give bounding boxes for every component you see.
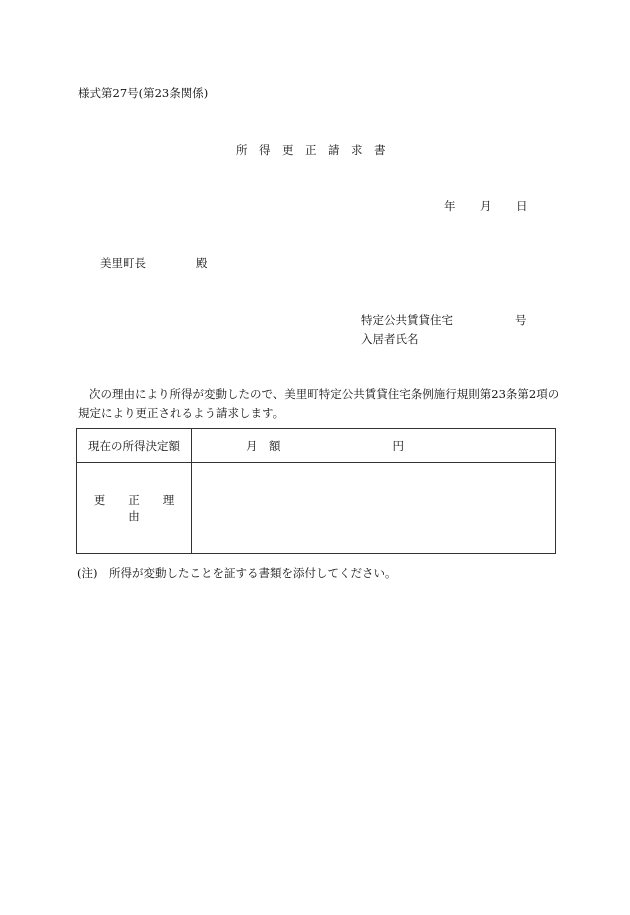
- reason-label: 更 正 理 由: [93, 493, 198, 523]
- date-day-label: 日: [516, 199, 528, 213]
- income-value-cell: [192, 429, 556, 463]
- income-label: 現在の所得決定額: [88, 438, 180, 453]
- date-year-label: 年: [444, 199, 456, 213]
- resident-name-label: 入居者氏名: [361, 332, 419, 346]
- reason-row: [77, 463, 556, 554]
- reason-label-cell: [77, 463, 198, 554]
- request-body-text: 次の理由により所得が変動したので、美里町特定公共賃貸住宅条例施行規則第23条第2項の規定により更正されるよう請求します。: [78, 387, 560, 420]
- monthly-amount-label: 月 額: [246, 438, 281, 453]
- income-correction-table: [76, 428, 556, 554]
- income-label-cell: [77, 429, 192, 463]
- yen-label: 円: [392, 438, 404, 453]
- housing-label: 特定公共賃貸住宅: [361, 313, 453, 327]
- addressee-honorific: 殿: [196, 256, 208, 270]
- form-number: 様式第27号(第23条関係): [78, 86, 209, 100]
- reason-value-cell: [192, 463, 556, 554]
- housing-number-suffix: 号: [515, 313, 527, 327]
- addressee-name: 美里町長: [100, 256, 146, 270]
- document-title: 所 得 更 正 請 求 書: [236, 143, 386, 157]
- date-month-label: 月: [480, 199, 492, 213]
- attachment-note: (注) 所得が変動したことを証する書類を添付してください。: [77, 566, 397, 580]
- income-row: [77, 429, 556, 463]
